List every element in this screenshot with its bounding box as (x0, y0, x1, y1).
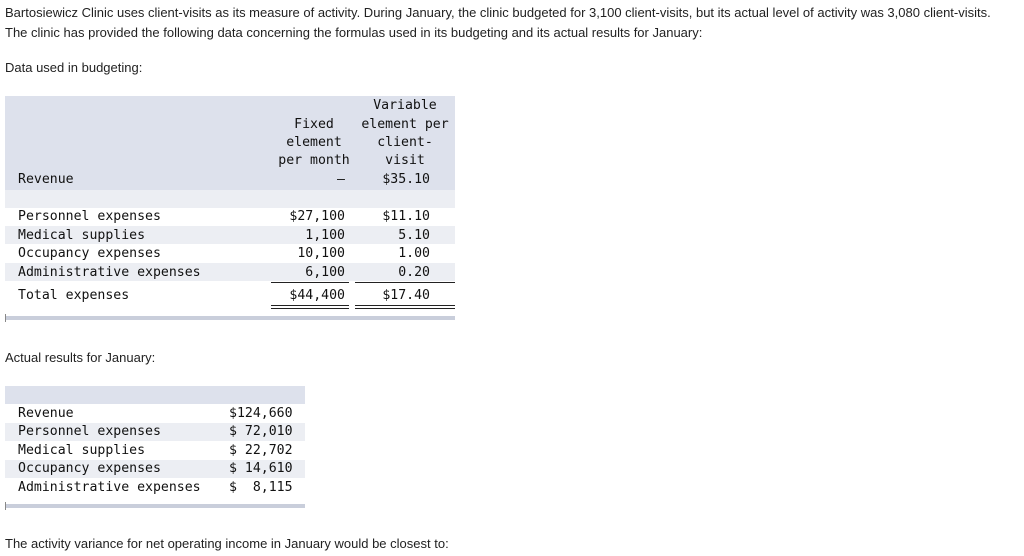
budget-table-corner-mark (5, 314, 6, 322)
budget-total-variable: $17.40 (382, 288, 430, 303)
budget-row-label: Occupancy expenses (18, 246, 161, 261)
variable-header-line-2: element per (361, 117, 449, 132)
actual-row-label: Revenue (18, 406, 74, 421)
subtotal-rule-fixed (271, 282, 349, 283)
revenue-row-shade (5, 190, 455, 208)
budget-fixed-value: 6,100 (305, 265, 345, 280)
budget-total-fixed: $44,400 (289, 288, 345, 303)
total-double-rule-fixed-top (271, 305, 349, 306)
actual-table-corner-mark (5, 502, 6, 510)
budget-row-label: Personnel expenses (18, 209, 161, 224)
actual-row-label: Medical supplies (18, 443, 146, 458)
budget-fixed-value: $27,100 (289, 209, 345, 224)
budget-table (5, 96, 455, 322)
actual-table-header-band (5, 386, 305, 404)
budget-table-bottom-band (5, 316, 455, 320)
budget-data-label: Data used in budgeting: (5, 60, 143, 75)
fixed-header-line-1: Fixed (294, 117, 334, 132)
budget-variable-value: $35.10 (382, 172, 430, 187)
actual-results-label: Actual results for January: (5, 350, 156, 365)
fixed-header-line-3: per month (278, 153, 350, 168)
budget-row-label: Medical supplies (18, 228, 146, 243)
actual-row-label: Personnel expenses (18, 424, 161, 439)
variable-header-line-1: Variable (373, 98, 437, 113)
actual-row-label: Occupancy expenses (18, 461, 161, 476)
subtotal-rule-variable (355, 282, 455, 283)
budget-fixed-value: – (337, 172, 345, 187)
budget-variable-value: $11.10 (382, 209, 430, 224)
budget-total-label: Total expenses (18, 288, 130, 303)
total-double-rule-fixed-bottom (271, 308, 349, 309)
question-text: The activity variance for net operating income in January would be closest to: (5, 536, 449, 551)
variable-header-line-4: visit (385, 153, 425, 168)
variable-header-line-3: client- (377, 135, 433, 150)
total-double-rule-variable-top (355, 305, 455, 306)
budget-row-label: Administrative expenses (18, 265, 201, 280)
actual-row-value: $ 22,702 (229, 443, 293, 458)
actual-results-table (5, 386, 305, 512)
budget-fixed-value: 1,100 (305, 228, 345, 243)
actual-row-value: $ 14,610 (229, 461, 293, 476)
actual-row-label: Administrative expenses (18, 480, 201, 495)
fixed-header-line-2: element (286, 135, 342, 150)
budget-variable-value: 0.20 (398, 265, 430, 280)
problem-intro: Bartosiewicz Clinic uses client-visits as its measure of activity. During January, the clinic budgeted for 3,100 client-visits, but its actual level of activity was 3,080 client-visits. The clinic has provided the following data concerning the formulas used in its budgeting and its actual results for January: (5, 5, 991, 40)
actual-row-value: $124,660 (229, 406, 293, 421)
budget-row-label: Revenue (18, 172, 74, 187)
actual-row-value: $ 8,115 (229, 480, 293, 495)
total-double-rule-variable-bottom (355, 308, 455, 309)
actual-row-value: $ 72,010 (229, 424, 293, 439)
budget-variable-value: 1.00 (398, 246, 430, 261)
budget-variable-value: 5.10 (398, 228, 430, 243)
actual-table-bottom-band (5, 504, 305, 508)
budget-fixed-value: 10,100 (297, 246, 345, 261)
